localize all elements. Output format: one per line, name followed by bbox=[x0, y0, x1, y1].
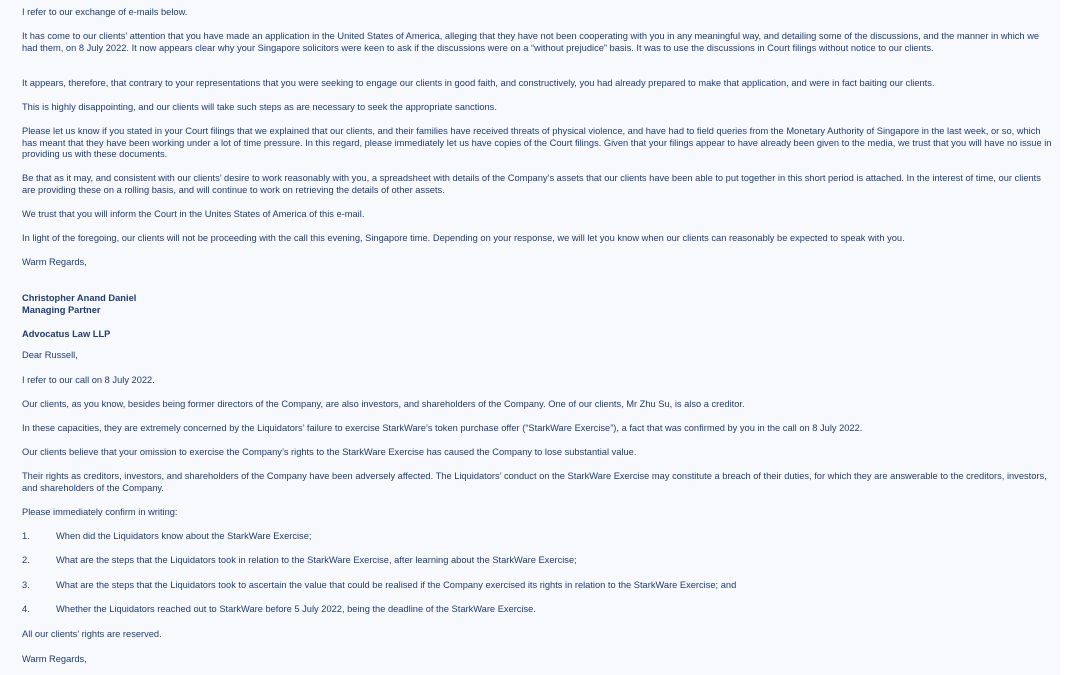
email1-paragraph-3: It appears, therefore, that contrary to your representations that you were seeking to engage our clients in good faith, and constructively, you had already prepared to make that application, and were in fact baiting our clients. bbox=[22, 78, 935, 88]
signature-name: Christopher Anand Daniel bbox=[22, 293, 137, 303]
list-item-number: 2. bbox=[22, 555, 30, 565]
list-item-number: 3. bbox=[22, 580, 30, 590]
email1-paragraph-8: In light of the foregoing, our clients will not be proceeding with the call this evening, Singapore time. Depending on your response, we will let you know when our clients can reasonably be expected to speak with you. bbox=[22, 233, 905, 243]
list-item-text: When did the Liquidators know about the StarkWare Exercise; bbox=[56, 531, 312, 541]
list-item-text: Whether the Liquidators reached out to StarkWare before 5 July 2022, being the deadline of the StarkWare Exercise. bbox=[56, 604, 536, 614]
email1-paragraph-2: It has come to our clients’ attention that you have made an application in the United States of America, alleging that they have not been cooperating with you in any meaningful way, and detailing some of the discussions, and the manner in which we had them, on 8 July 2022. It now appears clear why your Singapore solicitors were keen to ask if the discussions were on a “without prejudice” basis. It was to use the discussions in Court filings without notice to our clients. bbox=[22, 31, 1040, 53]
signature-firm: Advocatus Law LLP bbox=[22, 329, 111, 339]
email2-closing: Warm Regards, bbox=[22, 654, 87, 664]
email2-paragraph-2: Our clients, as you know, besides being former directors of the Company, are also investors, and shareholders of the Company. One of our clients, Mr Zhu Su, is also a creditor. bbox=[22, 399, 745, 409]
list-item bbox=[0, 531, 1060, 543]
email-message-2 bbox=[0, 344, 1060, 675]
email2-paragraph-6: Please immediately confirm in writing: bbox=[22, 507, 178, 517]
email1-closing: Warm Regards, bbox=[22, 257, 87, 267]
email1-paragraph-4: This is highly disappointing, and our clients will take such steps as are necessary to seek the appropriate sanctions. bbox=[22, 102, 497, 112]
list-item-number: 1. bbox=[22, 531, 30, 541]
list-item-number: 4. bbox=[22, 604, 30, 614]
email1-paragraph-7: We trust that you will inform the Court in the Unites States of America of this e-mail. bbox=[22, 209, 365, 219]
email1-paragraph-1: I refer to our exchange of e-mails below. bbox=[22, 7, 188, 17]
email2-paragraph-1: I refer to our call on 8 July 2022. bbox=[22, 375, 155, 385]
list-item-text: What are the steps that the Liquidators took to ascertain the value that could be realised if the Company exercised its rights in relation to the StarkWare Exercise; and bbox=[56, 580, 737, 590]
email2-paragraph-3: In these capacities, they are extremely concerned by the Liquidators’ failure to exercise StarkWare’s token purchase offer (“StarkWare Exercise”), a fact that was confirmed by you in the call on 8 July 2022. bbox=[22, 423, 863, 433]
email2-salutation: Dear Russell, bbox=[22, 350, 78, 360]
signature-title: Managing Partner bbox=[22, 305, 101, 315]
list-item bbox=[0, 580, 1060, 592]
email1-paragraph-5: Please let us know if you stated in your Court filings that we explained that our clients, and their families have received threats of physical violence, and have had to field queries from the Monetary Authority of Singapore in the last week, or so, which has meant that they have been working under a lot of time pressure. In this regard, please immediately let us have copies of the Court filings. Given that your filings appear to have already been given to the media, we trust that you will have no issue in providing us with these documents. bbox=[22, 126, 1052, 160]
list-item bbox=[0, 555, 1060, 567]
email1-paragraph-6: Be that as it may, and consistent with our clients’ desire to work reasonably with you, a spreadsheet with details of the Company’s assets that our clients have been able to put together in this short period is attached. In the interest of time, our clients are providing these on a rolling basis, and will continue to work on retrieving the details of other assets. bbox=[22, 173, 1041, 195]
list-item-text: What are the steps that the Liquidators took in relation to the StarkWare Exercise, after learning about the StarkWare Exercise; bbox=[56, 555, 577, 565]
email2-paragraph-7: All our clients’ rights are reserved. bbox=[22, 629, 162, 639]
email2-paragraph-5: Their rights as creditors, investors, and shareholders of the Company have been adversely affected. The Liquidators’ conduct on the StarkWare Exercise may constitute a breach of their duties, for which they are answerable to the creditors, investors, and shareholders of the Company. bbox=[22, 471, 1047, 493]
list-item bbox=[0, 604, 1060, 616]
email2-paragraph-4: Our clients believe that your omission to exercise the Company’s rights to the StarkWare Exercise has caused the Company to lose substantial value. bbox=[22, 447, 637, 457]
